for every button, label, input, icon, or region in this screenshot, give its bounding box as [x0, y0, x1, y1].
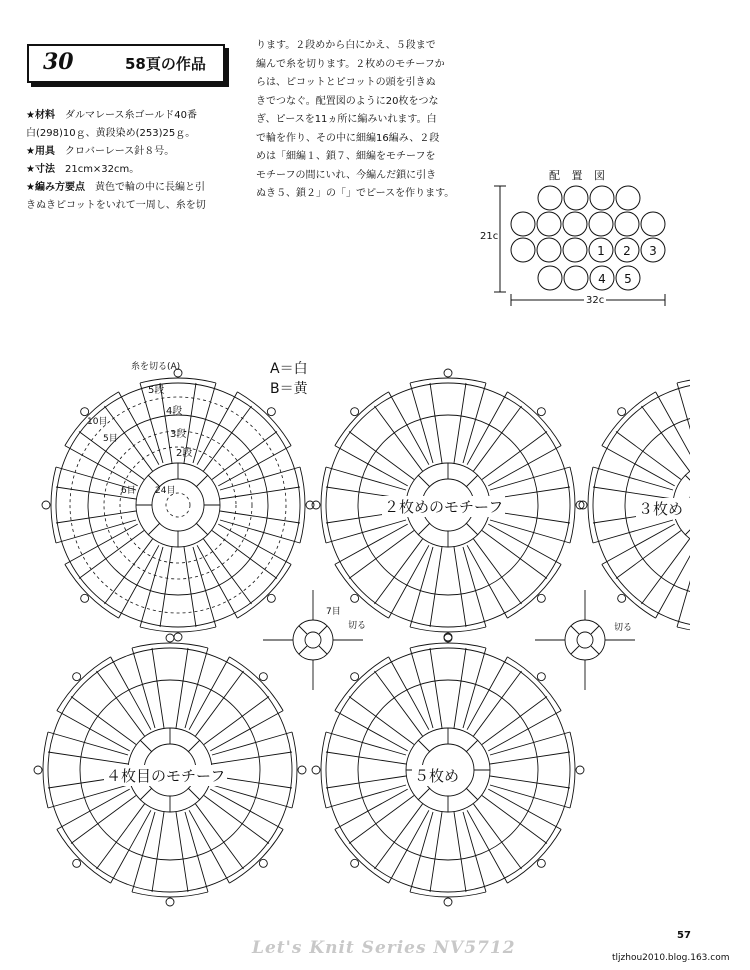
spec-material: ★材料 ダルマレース糸ゴールド40番 — [26, 110, 197, 121]
label-round4: 4段 — [166, 406, 183, 417]
svg-text:4: 4 — [598, 272, 606, 286]
label-24me: 24目 — [155, 486, 176, 496]
pattern-number: 30 — [43, 49, 74, 75]
label-cut-2: 切る — [614, 623, 633, 633]
spec-material-2: 白(298)10ｇ、黄段染め(253)25ｇ。 — [26, 128, 196, 139]
spec-method: ★編み方要点 黄色で輪の中に長編と引 — [26, 182, 205, 193]
label-round2: 2段 — [176, 448, 193, 459]
motif-3-label: ３枚め — [636, 498, 692, 519]
piece-chart-2 — [535, 590, 635, 690]
layout-title: 配 置 図 — [549, 169, 609, 182]
source-url: tljzhou2010.blog.163.com — [612, 953, 730, 963]
label-10me: 10目 — [87, 417, 108, 427]
svg-text:3: 3 — [649, 244, 657, 258]
instruction-text: ります。２段めから白にかえ、５段まで 編んで糸を切ります。２枚めのモチーフか らは、ピコットとピコットの頭を引きぬ きでつなぐ。配置図のように20枚をつな ぎ、ピースを11ヵ所に編みいれます。白 で輪を作り、その中に細編16編み、２段 めは「細編１、鎖７、細編をモチーフを モチーフの間にいれ、今編んだ鎖に引き ぬき５、鎖２」の「」でピースを作ります。 — [256, 40, 455, 199]
label-6me: 6目 — [121, 486, 136, 496]
svg-text:5: 5 — [624, 272, 632, 286]
motif-2-label: ２枚めのモチーフ — [384, 498, 504, 516]
piece-chart-1 — [263, 590, 363, 690]
layout-width: 32c — [586, 295, 605, 306]
label-cut: 切る — [348, 621, 367, 631]
spec-tools: ★用具 クロバーレース針８号。 — [26, 146, 175, 157]
spec-size: ★寸法 21cm×32cm。 — [26, 164, 140, 175]
legend-a: A＝白 — [270, 361, 308, 377]
spec-method-2: きぬきピコットをいれて一周し、糸を切 — [26, 200, 206, 211]
label-round5: 5段 — [148, 385, 165, 396]
pattern-title: 58頁の作品 — [125, 55, 206, 73]
layout-height: 21c — [480, 231, 499, 242]
page-number: 57 — [677, 930, 691, 941]
motif-4-label: ４枚目のモチーフ — [106, 767, 226, 785]
label-5me: 5目 — [103, 434, 118, 444]
label-cut-a: 糸を切る(A) — [131, 362, 181, 372]
label-7me: 7目 — [326, 607, 341, 617]
svg-text:2: 2 — [623, 244, 631, 258]
motif-5-label: ５枚め — [414, 767, 460, 785]
svg-text:1: 1 — [597, 244, 605, 258]
legend-b: B＝黄 — [270, 381, 308, 397]
series-watermark: Let's Knit Series NV5712 — [252, 938, 516, 958]
label-round3: 3段 — [170, 429, 187, 440]
